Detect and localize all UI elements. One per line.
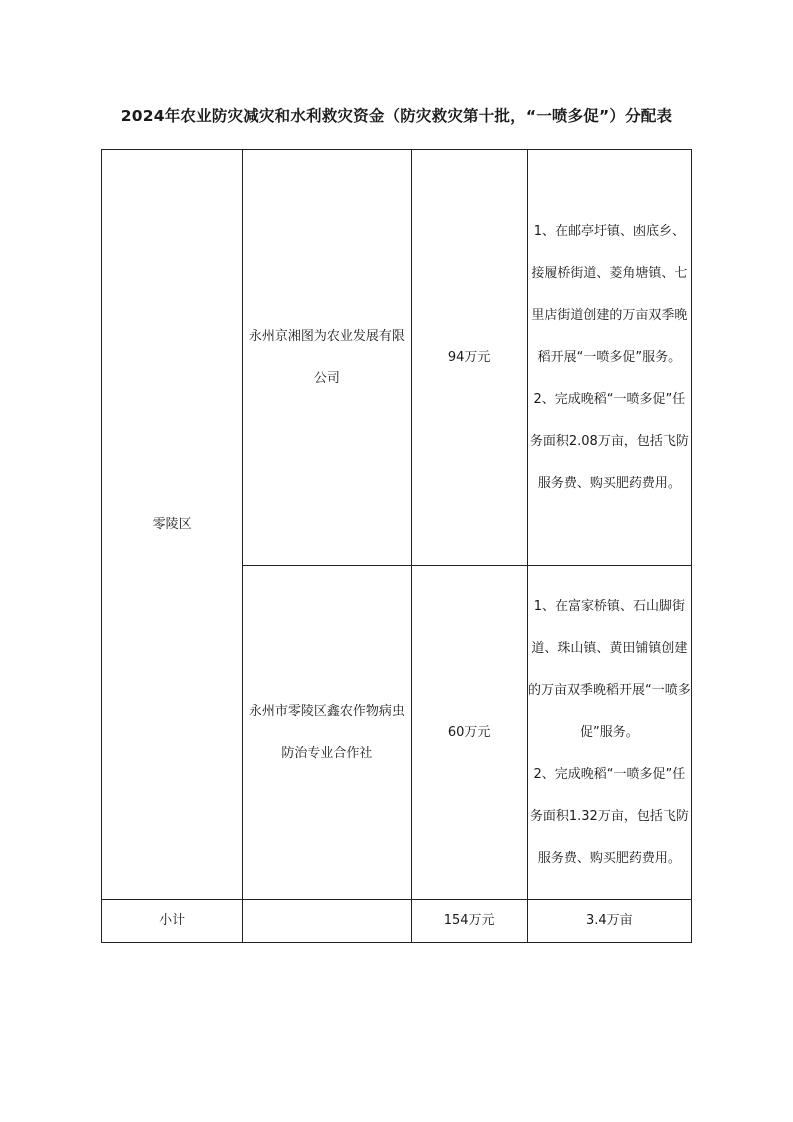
task-item-2: 2、完成晚稻“一喷多促”任务面积2.08万亩，包括飞防服务费、购买肥药费用。 — [529, 391, 689, 491]
document-title: 2024年农业防灾减灾和水利救灾资金（防灾救灾第十批，“一喷多促”）分配表 — [120, 107, 673, 125]
company-cell: 永州市零陵区鑫农作物病虫防治专业合作社 — [243, 566, 411, 900]
task-description-cell — [527, 566, 691, 900]
task-item-2: 2、完成晚稻“一喷多促”任务面积1.32万亩，包括飞防服务费、购买肥药费用。 — [529, 766, 689, 866]
amount-cell: 94万元 — [411, 150, 527, 566]
amount-cell: 60万元 — [411, 566, 527, 900]
subtotal-amount: 154万元 — [411, 900, 527, 943]
subtotal-company-cell — [243, 900, 411, 943]
table-row — [102, 150, 692, 566]
subtotal-row — [102, 900, 692, 943]
task-item-1: 1、在邮亭圩镇、凼底乡、接履桥街道、菱角塘镇、七里店街道创建的万亩双季晚稻开展“一喷多促”服务。 — [531, 223, 688, 365]
task-description-cell — [527, 150, 691, 566]
company-cell: 永州京湘图为农业发展有限公司 — [243, 150, 411, 566]
allocation-table — [101, 149, 692, 943]
subtotal-label: 小计 — [102, 900, 243, 943]
district-cell: 零陵区 — [102, 150, 243, 900]
task-item-1: 1、在富家桥镇、石山脚街道、珠山镇、黄田铺镇创建的万亩双季晚稻开展“一喷多促”服务。 — [527, 598, 691, 740]
subtotal-area: 3.4万亩 — [527, 900, 691, 943]
